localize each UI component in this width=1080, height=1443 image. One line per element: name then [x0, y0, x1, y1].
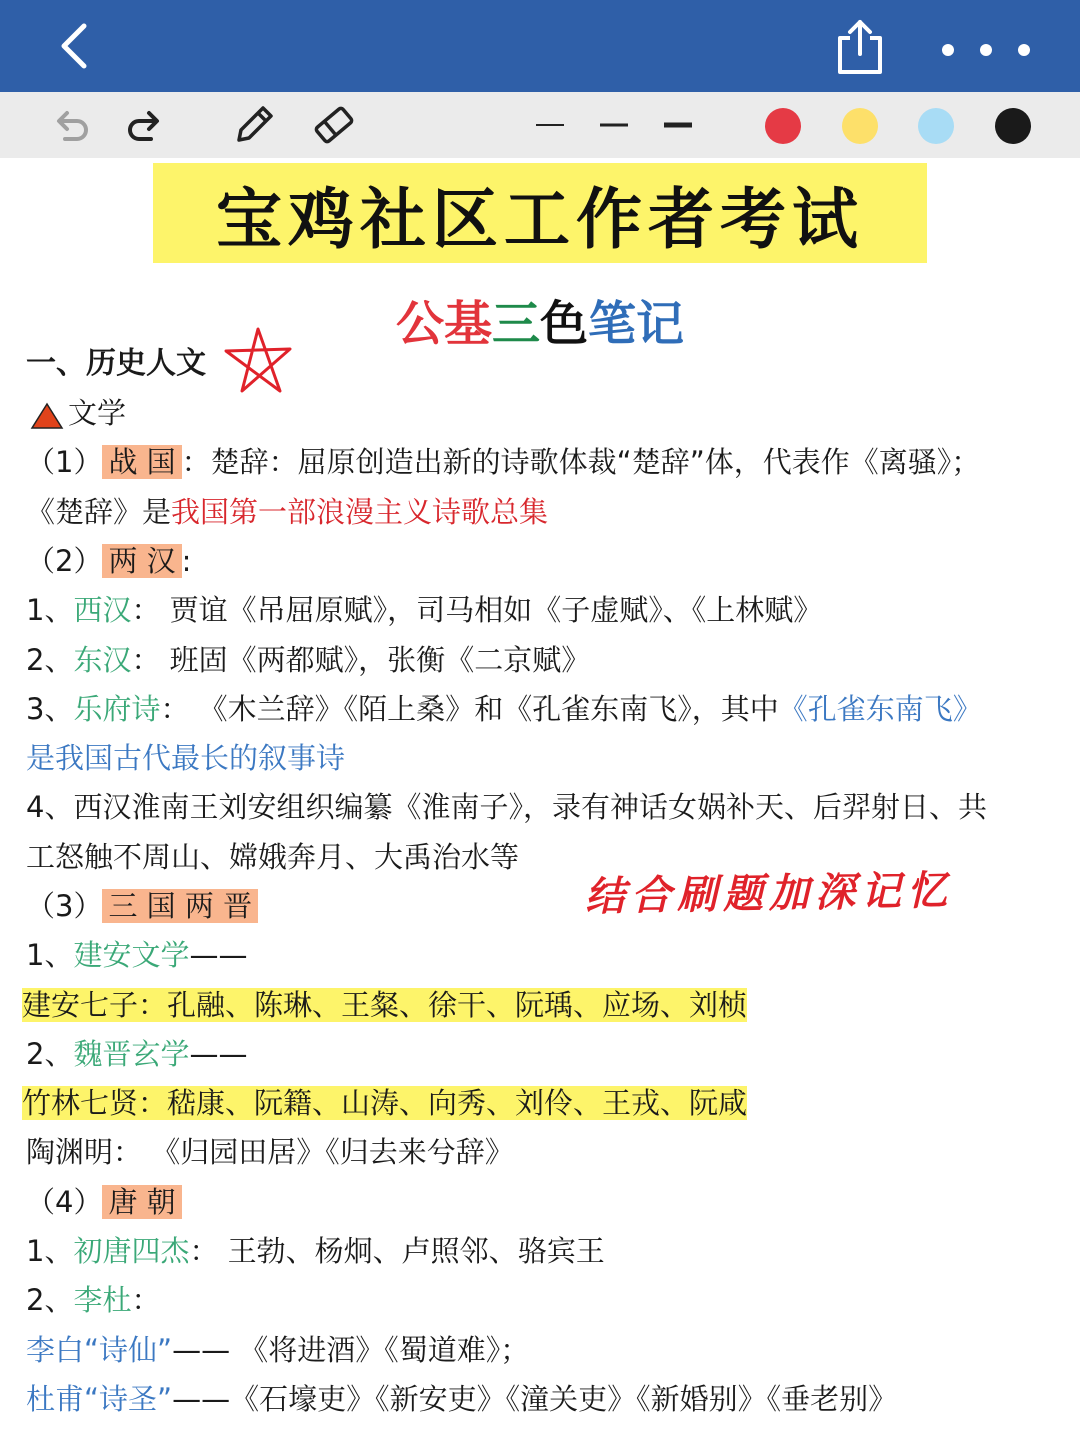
handwritten-note: 结合刷题加深记忆: [584, 866, 954, 921]
note-line-21: [26, 1330, 529, 1370]
note-line-18: [26, 1182, 182, 1222]
poet-name: 李白“诗仙”: [26, 1333, 173, 1367]
keyword: 初唐四杰: [73, 1234, 190, 1268]
poet-name: 杜甫“诗圣”: [26, 1382, 173, 1416]
page-title: 宝鸡社区工作者考试: [216, 179, 864, 258]
highlighted-text: 建安七子：孔融、陈琳、王粲、徐干、阮瑀、应场、刘桢: [22, 988, 748, 1022]
note-line-03: [26, 442, 980, 482]
item-number: 1、: [26, 593, 74, 627]
note-line-11: 工怒触不周山、嫦娥奔月、大禹治水等: [26, 840, 520, 874]
back-icon[interactable]: [50, 18, 106, 74]
item-number: 2、: [26, 1283, 74, 1317]
item-number: 2、: [26, 1037, 74, 1071]
note-line-22: [26, 1379, 897, 1419]
note-line-05: [26, 541, 191, 581]
note-line-04: [26, 492, 548, 532]
top-app-bar: [0, 0, 1080, 92]
era-tag: 两 汉: [102, 544, 181, 578]
keyword: 魏晋玄学: [73, 1037, 190, 1071]
item-number: 3、: [26, 692, 74, 726]
note-line-06: [26, 590, 822, 630]
note-text: ： 王勃、杨炯、卢照邻、骆宾王: [189, 1234, 605, 1268]
color-swatch-light-blue[interactable]: [918, 108, 954, 144]
note-line-15: [26, 1034, 247, 1074]
note-text: ： 《木兰辞》《陌上桑》和《孔雀东南飞》，其中: [160, 692, 779, 726]
note-text: ——: [189, 1037, 248, 1071]
keyword: 李杜: [73, 1283, 132, 1317]
note-text: —— 《将进酒》《蜀道难》；: [172, 1333, 530, 1367]
subtitle-part-4: 笔记: [588, 296, 685, 352]
note-line-19: [26, 1231, 605, 1271]
item-number: （4）: [26, 1185, 103, 1219]
triangle-bullet-icon: [30, 402, 64, 430]
item-number: （3）: [26, 889, 103, 923]
undo-icon[interactable]: [48, 100, 94, 150]
item-number: （2）: [26, 544, 103, 578]
note-line-17: 陶渊明： 《归园田居》《归去来兮辞》: [26, 1135, 514, 1169]
line-medium-icon[interactable]: [594, 100, 634, 150]
more-icon[interactable]: [930, 30, 1040, 70]
item-number: 1、: [26, 1234, 74, 1268]
highlighted-text: 竹林七贤：嵇康、阮籍、山涛、向秀、刘伶、王戎、阮咸: [22, 1086, 748, 1120]
redo-icon[interactable]: [122, 100, 168, 150]
era-tag: 三 国 两 晋: [102, 889, 258, 923]
line-thick-icon[interactable]: [658, 100, 698, 150]
note-line-07: [26, 640, 590, 680]
keyword: 西汉: [73, 593, 132, 627]
keyword: 建安文学: [73, 938, 190, 972]
note-text: 《楚辞》是: [26, 495, 172, 529]
subsection-literature: 文学: [68, 396, 127, 430]
line-thin-icon[interactable]: [530, 100, 570, 150]
key-point: 《孔雀东南飞》: [778, 692, 982, 726]
note-text: ：: [131, 1283, 161, 1317]
note-line-08: [26, 689, 982, 729]
color-swatch-red[interactable]: [765, 108, 801, 144]
note-line-20: [26, 1280, 160, 1320]
subtitle-part-1: 公基: [395, 296, 492, 352]
title-banner: [153, 163, 927, 263]
keyword: 乐府诗: [73, 692, 161, 726]
item-number: 1、: [26, 938, 74, 972]
note-line-16: [22, 1083, 747, 1123]
note-text: ： 班固《两都赋》，张衡《二京赋》: [131, 643, 591, 677]
era-tag: 唐 朝: [102, 1185, 181, 1219]
note-line-09: 是我国古代最长的叙事诗: [26, 741, 346, 775]
note-text: ：楚辞：屈原创造出新的诗歌体裁“楚辞”体，代表作《离骚》；: [181, 445, 981, 479]
star-doodle-icon: [220, 325, 296, 397]
item-number: （1）: [26, 445, 103, 479]
note-text: :: [181, 544, 192, 578]
key-point: 我国第一部浪漫主义诗歌总集: [171, 495, 549, 529]
era-tag: 战 国: [102, 445, 181, 479]
subtitle-part-3: 色: [540, 296, 589, 352]
note-line-12: [26, 886, 258, 926]
item-number: 2、: [26, 643, 74, 677]
note-line-13: [26, 935, 247, 975]
share-icon[interactable]: [834, 18, 886, 76]
note-text: ： 贾谊《吊屈原赋》，司马相如《子虚赋》、《上林赋》: [131, 593, 823, 627]
color-swatch-yellow[interactable]: [842, 108, 878, 144]
note-text: ——: [189, 938, 248, 972]
note-line-10: 4、西汉淮南王刘安组织编纂《淮南子》，录有神话女娲补天、后羿射日、共: [26, 790, 987, 824]
eraser-icon[interactable]: [308, 100, 360, 150]
note-text: ——《石壕吏》《新安吏》《潼关吏》《新婚别》《垂老别》: [172, 1382, 898, 1416]
note-line-14: [22, 985, 747, 1025]
subtitle-part-2: 三: [491, 296, 540, 352]
color-swatch-black[interactable]: [995, 108, 1031, 144]
keyword: 东汉: [73, 643, 132, 677]
pencil-icon[interactable]: [228, 100, 280, 150]
section-heading: 一、历史人文: [26, 346, 206, 381]
